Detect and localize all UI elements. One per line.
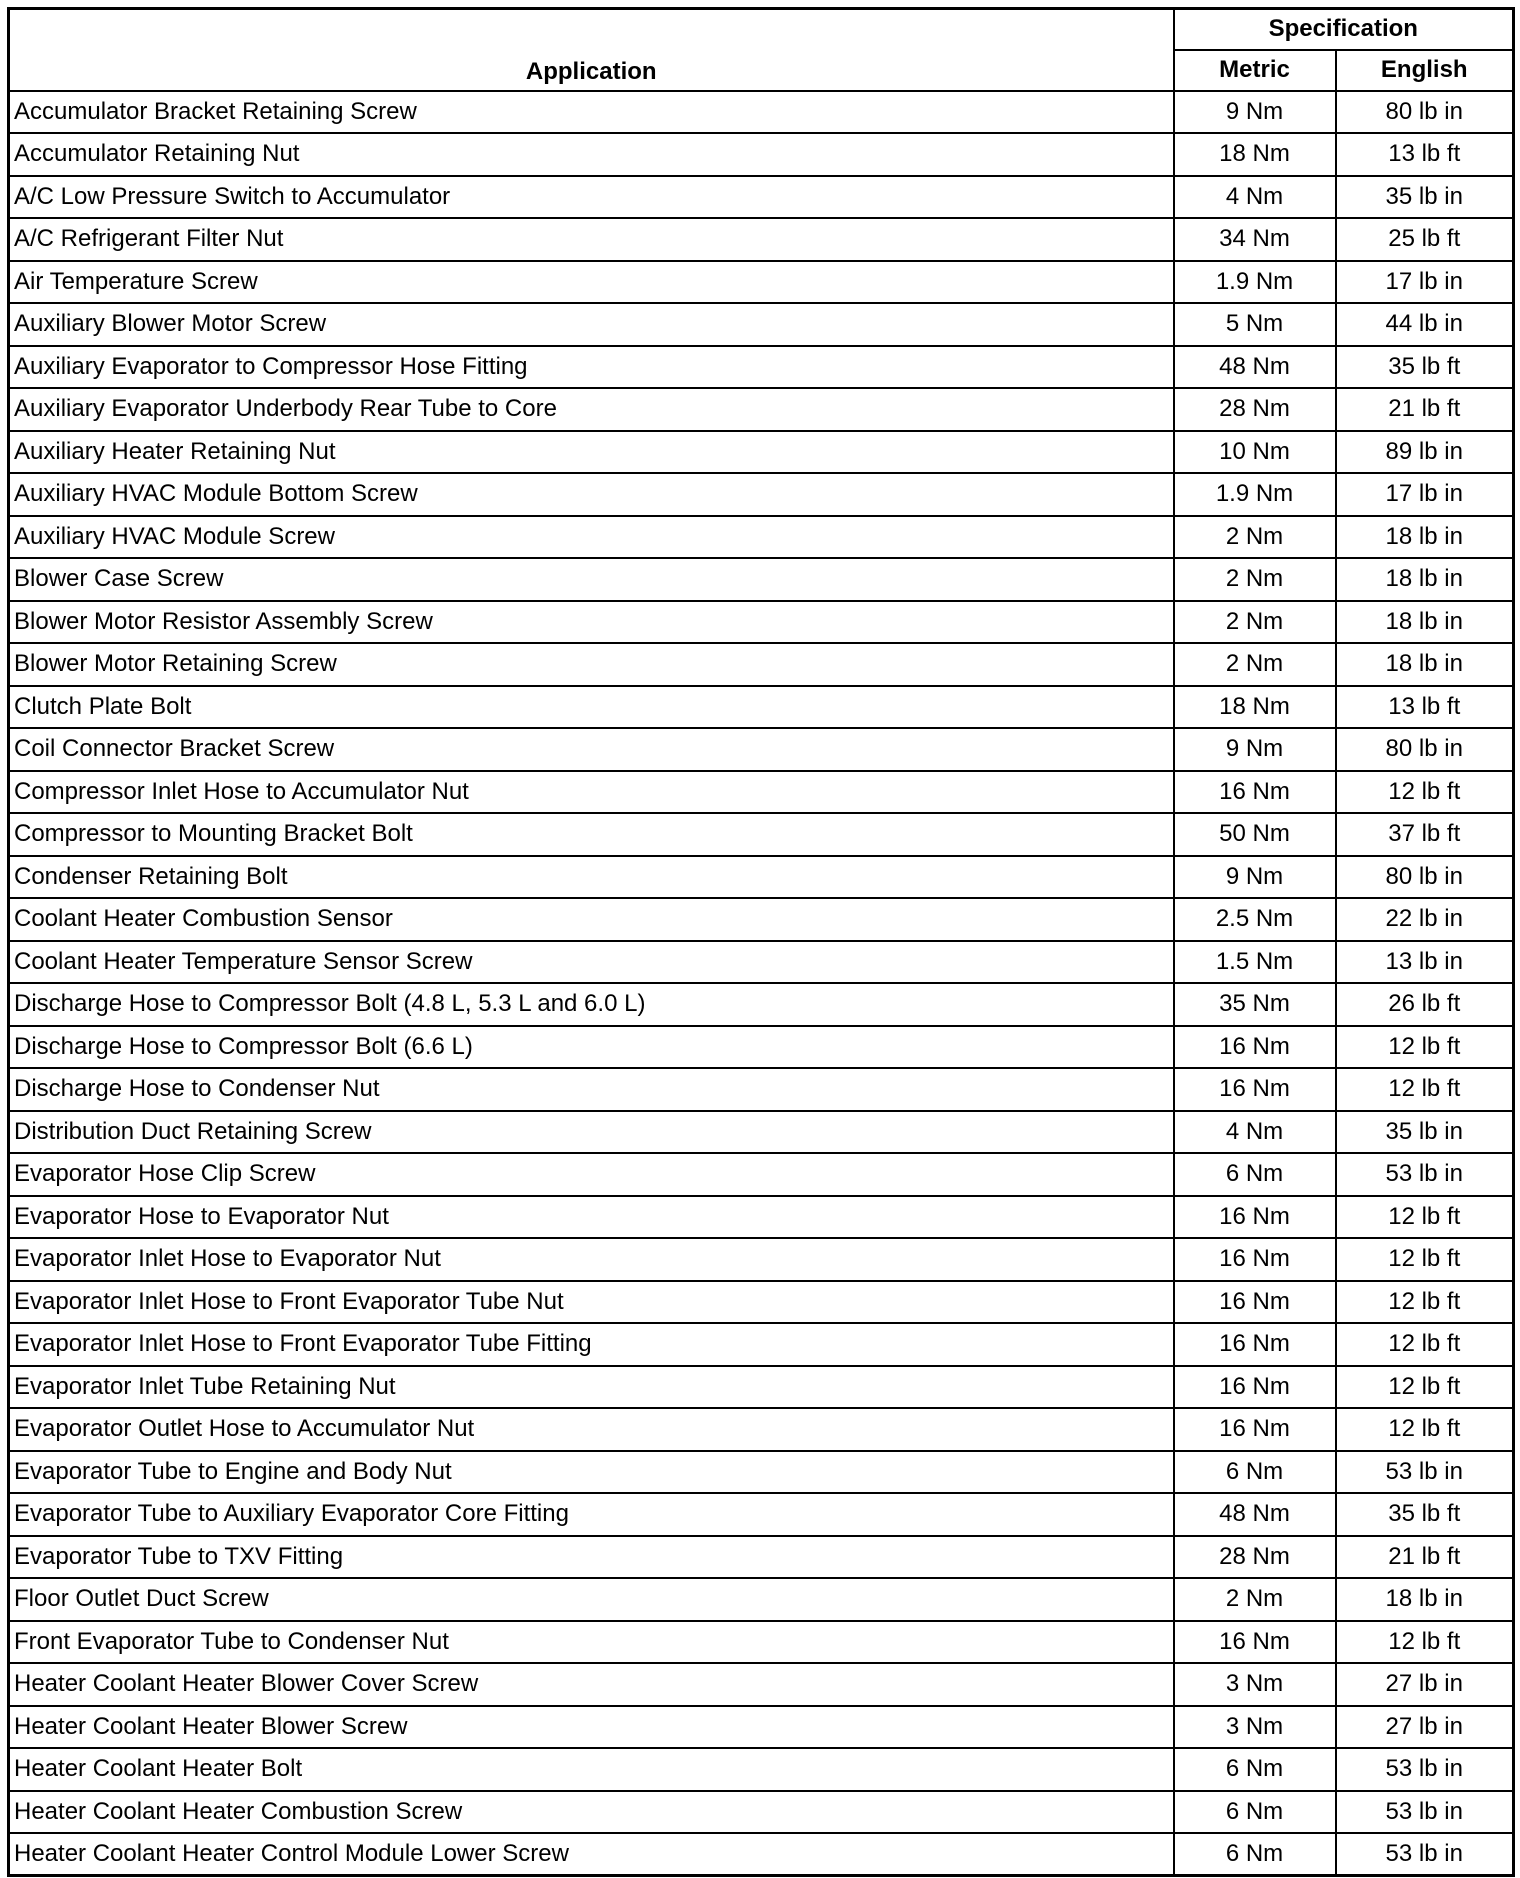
cell-metric: 28 Nm [1174,1536,1336,1579]
cell-metric: 48 Nm [1174,346,1336,389]
cell-english: 12 lb ft [1336,1408,1514,1451]
cell-metric: 18 Nm [1174,133,1336,176]
table-body [9,91,1514,1876]
cell-application: Evaporator Hose to Evaporator Nut [9,1196,1174,1239]
cell-application: Evaporator Tube to TXV Fitting [9,1536,1174,1579]
table-row [9,601,1514,644]
cell-metric: 34 Nm [1174,218,1336,261]
cell-english: 27 lb in [1336,1706,1514,1749]
cell-english: 89 lb in [1336,431,1514,474]
table-row [9,1366,1514,1409]
cell-application: Evaporator Tube to Engine and Body Nut [9,1451,1174,1494]
table-row [9,1748,1514,1791]
cell-metric: 10 Nm [1174,431,1336,474]
table-row [9,643,1514,686]
cell-metric: 4 Nm [1174,176,1336,219]
cell-application: Evaporator Inlet Tube Retaining Nut [9,1366,1174,1409]
cell-metric: 6 Nm [1174,1153,1336,1196]
cell-application: Heater Coolant Heater Bolt [9,1748,1174,1791]
cell-metric: 6 Nm [1174,1451,1336,1494]
table-row [9,303,1514,346]
cell-application: A/C Refrigerant Filter Nut [9,218,1174,261]
table-row [9,1621,1514,1664]
cell-application: Blower Motor Retaining Screw [9,643,1174,686]
table-row [9,516,1514,559]
cell-application: Evaporator Tube to Auxiliary Evaporator Core Fitting [9,1493,1174,1536]
cell-metric: 48 Nm [1174,1493,1336,1536]
table-row [9,388,1514,431]
cell-english: 22 lb in [1336,898,1514,941]
cell-application: Blower Case Screw [9,558,1174,601]
cell-metric: 3 Nm [1174,1663,1336,1706]
cell-metric: 3 Nm [1174,1706,1336,1749]
cell-application: Condenser Retaining Bolt [9,856,1174,899]
table-row [9,1238,1514,1281]
cell-english: 12 lb ft [1336,1323,1514,1366]
cell-application: Evaporator Outlet Hose to Accumulator Nut [9,1408,1174,1451]
table-row [9,1026,1514,1069]
cell-english: 53 lb in [1336,1748,1514,1791]
cell-application: Heater Coolant Heater Control Module Lower Screw [9,1833,1174,1876]
cell-metric: 2 Nm [1174,1578,1336,1621]
cell-metric: 50 Nm [1174,813,1336,856]
cell-english: 12 lb ft [1336,771,1514,814]
cell-english: 12 lb ft [1336,1238,1514,1281]
cell-metric: 1.9 Nm [1174,261,1336,304]
table-row [9,1791,1514,1834]
cell-english: 18 lb in [1336,601,1514,644]
cell-english: 35 lb ft [1336,346,1514,389]
cell-application: Compressor to Mounting Bracket Bolt [9,813,1174,856]
cell-application: Evaporator Inlet Hose to Front Evaporator Tube Nut [9,1281,1174,1324]
header-metric: Metric [1174,50,1336,91]
cell-english: 13 lb ft [1336,686,1514,729]
cell-english: 12 lb ft [1336,1366,1514,1409]
cell-application: Air Temperature Screw [9,261,1174,304]
cell-english: 12 lb ft [1336,1196,1514,1239]
table-row [9,686,1514,729]
cell-english: 80 lb in [1336,728,1514,771]
cell-application: Evaporator Hose Clip Screw [9,1153,1174,1196]
cell-english: 35 lb ft [1336,1493,1514,1536]
table-row [9,1111,1514,1154]
cell-application: Clutch Plate Bolt [9,686,1174,729]
cell-metric: 16 Nm [1174,1323,1336,1366]
cell-application: Coolant Heater Temperature Sensor Screw [9,941,1174,984]
cell-metric: 16 Nm [1174,1026,1336,1069]
cell-english: 21 lb ft [1336,1536,1514,1579]
cell-english: 18 lb in [1336,643,1514,686]
cell-english: 37 lb ft [1336,813,1514,856]
cell-application: Discharge Hose to Compressor Bolt (6.6 L) [9,1026,1174,1069]
header-english: English [1336,50,1514,91]
cell-application: Coil Connector Bracket Screw [9,728,1174,771]
cell-metric: 16 Nm [1174,1408,1336,1451]
table-row [9,558,1514,601]
cell-metric: 16 Nm [1174,1068,1336,1111]
cell-english: 35 lb in [1336,1111,1514,1154]
cell-metric: 2 Nm [1174,643,1336,686]
cell-application: Auxiliary Evaporator to Compressor Hose Fitting [9,346,1174,389]
cell-metric: 16 Nm [1174,771,1336,814]
table-row [9,1068,1514,1111]
cell-metric: 1.5 Nm [1174,941,1336,984]
cell-english: 13 lb in [1336,941,1514,984]
cell-application: Auxiliary Blower Motor Screw [9,303,1174,346]
cell-application: Compressor Inlet Hose to Accumulator Nut [9,771,1174,814]
cell-metric: 35 Nm [1174,983,1336,1026]
cell-metric: 2 Nm [1174,601,1336,644]
cell-application: Coolant Heater Combustion Sensor [9,898,1174,941]
cell-application: A/C Low Pressure Switch to Accumulator [9,176,1174,219]
cell-metric: 9 Nm [1174,856,1336,899]
cell-english: 12 lb ft [1336,1281,1514,1324]
cell-metric: 16 Nm [1174,1281,1336,1324]
cell-application: Heater Coolant Heater Blower Cover Screw [9,1663,1174,1706]
table-row [9,856,1514,899]
cell-metric: 6 Nm [1174,1833,1336,1876]
cell-metric: 4 Nm [1174,1111,1336,1154]
cell-application: Heater Coolant Heater Combustion Screw [9,1791,1174,1834]
cell-application: Floor Outlet Duct Screw [9,1578,1174,1621]
cell-english: 18 lb in [1336,516,1514,559]
cell-english: 80 lb in [1336,856,1514,899]
cell-application: Discharge Hose to Compressor Bolt (4.8 L, 5.3 L and 6.0 L) [9,983,1174,1026]
cell-application: Auxiliary Heater Retaining Nut [9,431,1174,474]
cell-english: 53 lb in [1336,1153,1514,1196]
cell-application: Auxiliary HVAC Module Screw [9,516,1174,559]
table-row [9,1578,1514,1621]
cell-metric: 16 Nm [1174,1238,1336,1281]
cell-english: 18 lb in [1336,1578,1514,1621]
cell-english: 17 lb in [1336,261,1514,304]
table-row [9,941,1514,984]
cell-english: 53 lb in [1336,1791,1514,1834]
cell-metric: 9 Nm [1174,91,1336,134]
table-row [9,1408,1514,1451]
header-specification: Specification [1174,9,1514,50]
table-row [9,1451,1514,1494]
cell-application: Blower Motor Resistor Assembly Screw [9,601,1174,644]
table-row [9,898,1514,941]
cell-application: Front Evaporator Tube to Condenser Nut [9,1621,1174,1664]
table-row [9,1663,1514,1706]
table-row [9,983,1514,1026]
table-row [9,261,1514,304]
cell-english: 27 lb in [1336,1663,1514,1706]
cell-english: 17 lb in [1336,473,1514,516]
cell-english: 35 lb in [1336,176,1514,219]
cell-english: 12 lb ft [1336,1026,1514,1069]
cell-metric: 5 Nm [1174,303,1336,346]
cell-english: 80 lb in [1336,91,1514,134]
cell-application: Distribution Duct Retaining Screw [9,1111,1174,1154]
table-row [9,431,1514,474]
cell-english: 53 lb in [1336,1833,1514,1876]
table-row [9,1196,1514,1239]
table-row [9,91,1514,134]
table-row [9,176,1514,219]
table-row [9,1281,1514,1324]
cell-application: Evaporator Inlet Hose to Evaporator Nut [9,1238,1174,1281]
table-header [9,9,1514,91]
cell-application: Heater Coolant Heater Blower Screw [9,1706,1174,1749]
cell-metric: 28 Nm [1174,388,1336,431]
cell-application: Accumulator Bracket Retaining Screw [9,91,1174,134]
cell-metric: 16 Nm [1174,1621,1336,1664]
cell-application: Accumulator Retaining Nut [9,133,1174,176]
table-row [9,1536,1514,1579]
cell-english: 25 lb ft [1336,218,1514,261]
table-row [9,133,1514,176]
table-row [9,1323,1514,1366]
cell-metric: 9 Nm [1174,728,1336,771]
table-row [9,1833,1514,1876]
cell-english: 12 lb ft [1336,1621,1514,1664]
table-row [9,473,1514,516]
table-row [9,1706,1514,1749]
table-row [9,218,1514,261]
cell-metric: 2 Nm [1174,558,1336,601]
cell-english: 44 lb in [1336,303,1514,346]
table-row [9,771,1514,814]
cell-english: 13 lb ft [1336,133,1514,176]
cell-english: 12 lb ft [1336,1068,1514,1111]
cell-metric: 18 Nm [1174,686,1336,729]
table-row [9,813,1514,856]
cell-metric: 6 Nm [1174,1748,1336,1791]
cell-metric: 2 Nm [1174,516,1336,559]
cell-english: 26 lb ft [1336,983,1514,1026]
header-application: Application [9,9,1174,91]
cell-metric: 1.9 Nm [1174,473,1336,516]
cell-english: 53 lb in [1336,1451,1514,1494]
table-row [9,1493,1514,1536]
table-row [9,728,1514,771]
table-row [9,346,1514,389]
cell-application: Evaporator Inlet Hose to Front Evaporator Tube Fitting [9,1323,1174,1366]
cell-metric: 16 Nm [1174,1196,1336,1239]
specification-table [7,7,1515,1877]
cell-english: 18 lb in [1336,558,1514,601]
cell-application: Auxiliary Evaporator Underbody Rear Tube to Core [9,388,1174,431]
table-row [9,1153,1514,1196]
cell-application: Discharge Hose to Condenser Nut [9,1068,1174,1111]
cell-application: Auxiliary HVAC Module Bottom Screw [9,473,1174,516]
cell-metric: 6 Nm [1174,1791,1336,1834]
cell-english: 21 lb ft [1336,388,1514,431]
cell-metric: 16 Nm [1174,1366,1336,1409]
cell-metric: 2.5 Nm [1174,898,1336,941]
